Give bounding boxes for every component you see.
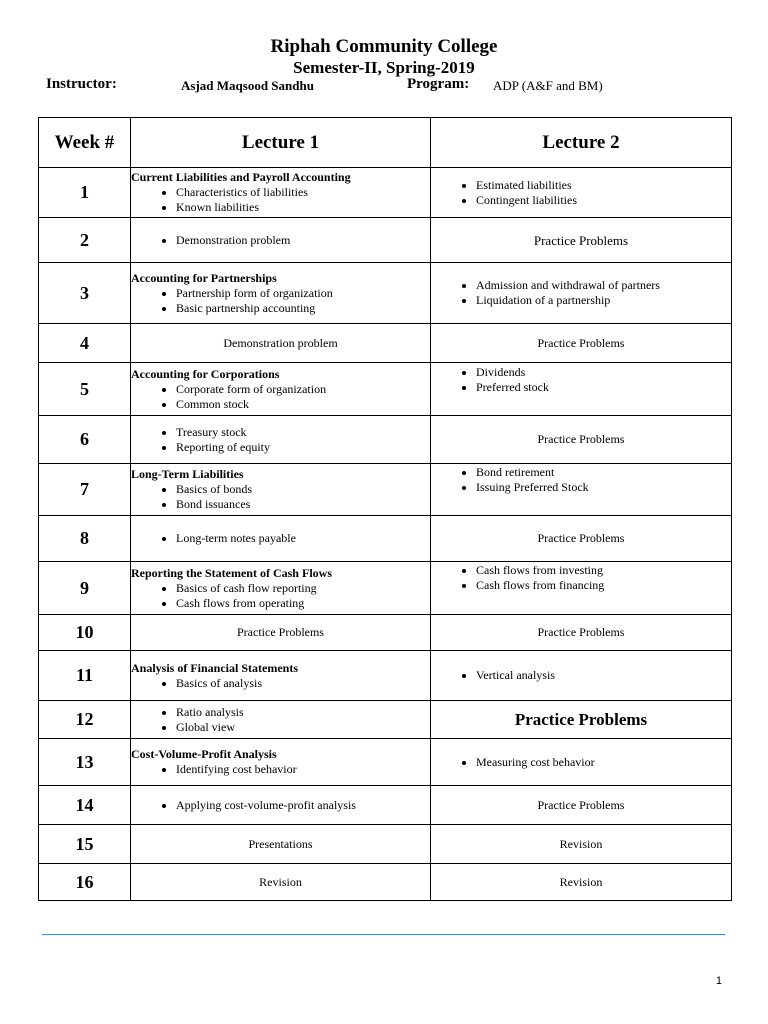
lecture-1-cell: Presentations xyxy=(131,825,431,864)
table-row xyxy=(39,615,732,651)
week-number: 9 xyxy=(39,562,131,615)
week-number: 12 xyxy=(39,701,131,739)
list-item: • Issuing Preferred Stock xyxy=(476,480,731,495)
lecture-2-cell xyxy=(431,651,732,701)
lecture-2-cell: Practice Problems xyxy=(431,701,732,739)
schedule-table xyxy=(38,117,732,901)
list-item: • Dividends xyxy=(476,365,731,380)
list-item: • Bond retirement xyxy=(476,465,731,480)
table-row xyxy=(39,263,732,324)
table-row xyxy=(39,363,732,416)
week-number: 4 xyxy=(39,324,131,363)
topic-list xyxy=(131,425,430,455)
list-item: • Long-term notes payable xyxy=(176,531,430,546)
topic-list xyxy=(131,382,430,412)
list-item: • Admission and withdrawal of partners xyxy=(476,278,731,293)
list-item: • Identifying cost behavior xyxy=(176,762,430,777)
week-number: 1 xyxy=(39,168,131,218)
semester-title: Semester-II, Spring-2019 xyxy=(293,58,475,77)
lecture-1-cell xyxy=(131,464,431,516)
program-label: Program: xyxy=(407,76,470,92)
week-number: 8 xyxy=(39,516,131,562)
week-number: 5 xyxy=(39,363,131,416)
table-row xyxy=(39,416,732,464)
lecture-1-cell xyxy=(131,562,431,615)
lecture-2-cell xyxy=(431,168,732,218)
lecture-1-cell: Revision xyxy=(131,864,431,901)
topic-list xyxy=(431,178,731,208)
list-item: • Cash flows from financing xyxy=(476,578,731,593)
topic-list xyxy=(431,563,731,593)
table-row xyxy=(39,168,732,218)
week-number: 6 xyxy=(39,416,131,464)
topic-list xyxy=(131,581,430,611)
lecture-2-cell: Practice Problems xyxy=(431,416,732,464)
topic-title: Cost-Volume-Profit Analysis xyxy=(131,747,277,761)
lecture-1-cell xyxy=(131,786,431,825)
lecture-2-cell: Practice Problems xyxy=(431,218,732,263)
lecture-2-cell: Practice Problems xyxy=(431,324,732,363)
topic-list xyxy=(431,755,731,770)
lecture-2-cell xyxy=(431,363,732,416)
week-number: 11 xyxy=(39,651,131,701)
list-item: • Demonstration problem xyxy=(176,233,430,248)
lecture-2-cell: Revision xyxy=(431,825,732,864)
list-item: • Ratio analysis xyxy=(176,705,430,720)
list-item: • Measuring cost behavior xyxy=(476,755,731,770)
table-row xyxy=(39,786,732,825)
topic-list xyxy=(131,482,430,512)
list-item: • Bond issuances xyxy=(176,497,430,512)
table-row xyxy=(39,825,732,864)
topic-list xyxy=(131,798,430,813)
topic-list xyxy=(131,185,430,215)
week-number: 14 xyxy=(39,786,131,825)
topic-list xyxy=(431,278,731,308)
table-row xyxy=(39,739,732,786)
lecture-1-cell: Demonstration problem xyxy=(131,324,431,363)
list-item: • Basic partnership accounting xyxy=(176,301,430,316)
topic-title: Accounting for Corporations xyxy=(131,366,280,381)
topic-title: Long-Term Liabilities xyxy=(131,467,244,481)
lecture-2-cell: Practice Problems xyxy=(431,786,732,825)
topic-list xyxy=(131,705,430,735)
table-row xyxy=(39,464,732,516)
header-week: Week # xyxy=(39,118,131,168)
program-value: ADP (A&F and BM) xyxy=(493,78,603,93)
week-number: 15 xyxy=(39,825,131,864)
table-row xyxy=(39,324,732,363)
list-item: • Estimated liabilities xyxy=(476,178,731,193)
week-number: 10 xyxy=(39,615,131,651)
lecture-2-cell xyxy=(431,263,732,324)
list-item: • Characteristics of liabilities xyxy=(176,185,430,200)
topic-list xyxy=(131,233,430,248)
lecture-1-cell xyxy=(131,739,431,786)
week-number: 2 xyxy=(39,218,131,263)
college-title: Riphah Community College xyxy=(270,36,498,57)
lecture-1-cell xyxy=(131,516,431,562)
list-item: • Global view xyxy=(176,720,430,735)
table-row xyxy=(39,218,732,263)
topic-title: Reporting the Statement of Cash Flows xyxy=(131,565,332,580)
list-item: • Cash flows from operating xyxy=(176,596,430,611)
topic-title: Current Liabilities and Payroll Accounting xyxy=(131,170,351,184)
list-item: • Basics of analysis xyxy=(176,676,430,691)
header-lecture-2: Lecture 2 xyxy=(431,118,732,168)
table-row xyxy=(39,701,732,739)
list-item: • Known liabilities xyxy=(176,200,430,215)
lecture-1-cell xyxy=(131,701,431,739)
topic-title: Analysis of Financial Statements xyxy=(131,660,299,675)
instructor-label: Instructor: xyxy=(46,76,117,92)
table-row xyxy=(39,562,732,615)
week-number: 13 xyxy=(39,739,131,786)
lecture-1-cell xyxy=(131,416,431,464)
list-item: • Liquidation of a partnership xyxy=(476,293,731,308)
topic-list xyxy=(431,465,731,495)
topic-list xyxy=(131,531,430,546)
lecture-2-cell xyxy=(431,562,732,615)
week-number: 7 xyxy=(39,464,131,516)
lecture-1-cell xyxy=(131,168,431,218)
list-item: • Corporate form of organization xyxy=(176,382,430,397)
lecture-1-cell xyxy=(131,363,431,416)
list-item: • Treasury stock xyxy=(176,425,430,440)
list-item: • Preferred stock xyxy=(476,380,731,395)
lecture-2-cell xyxy=(431,464,732,516)
footer-divider xyxy=(42,934,725,935)
lecture-1-cell: Practice Problems xyxy=(131,615,431,651)
list-item: • Common stock xyxy=(176,397,430,412)
list-item: • Basics of bonds xyxy=(176,482,430,497)
lecture-2-cell xyxy=(431,739,732,786)
list-item: • Applying cost-volume-profit analysis xyxy=(176,798,430,813)
list-item: • Reporting of equity xyxy=(176,440,430,455)
table-header-row xyxy=(39,118,732,168)
topic-list xyxy=(431,365,731,395)
topic-list xyxy=(431,668,731,683)
lecture-1-cell xyxy=(131,218,431,263)
week-number: 3 xyxy=(39,263,131,324)
list-item: • Partnership form of organization xyxy=(176,286,430,301)
lecture-1-cell xyxy=(131,651,431,701)
header-lecture-1: Lecture 1 xyxy=(131,118,431,168)
page-number: 1 xyxy=(715,975,722,987)
instructor-name: Asjad Maqsood Sandhu xyxy=(181,78,314,93)
lecture-1-cell xyxy=(131,263,431,324)
list-item: • Cash flows from investing xyxy=(476,563,731,578)
table-row xyxy=(39,864,732,901)
list-item: • Vertical analysis xyxy=(476,668,731,683)
lecture-2-cell: Revision xyxy=(431,864,732,901)
lecture-2-cell: Practice Problems xyxy=(431,615,732,651)
lecture-2-cell: Practice Problems xyxy=(431,516,732,562)
topic-list xyxy=(131,676,430,691)
list-item: • Basics of cash flow reporting xyxy=(176,581,430,596)
list-item: • Contingent liabilities xyxy=(476,193,731,208)
table-row xyxy=(39,516,732,562)
week-number: 16 xyxy=(39,864,131,901)
topic-list xyxy=(131,762,430,777)
table-row xyxy=(39,651,732,701)
topic-list xyxy=(131,286,430,316)
topic-title: Accounting for Partnerships xyxy=(131,270,277,285)
